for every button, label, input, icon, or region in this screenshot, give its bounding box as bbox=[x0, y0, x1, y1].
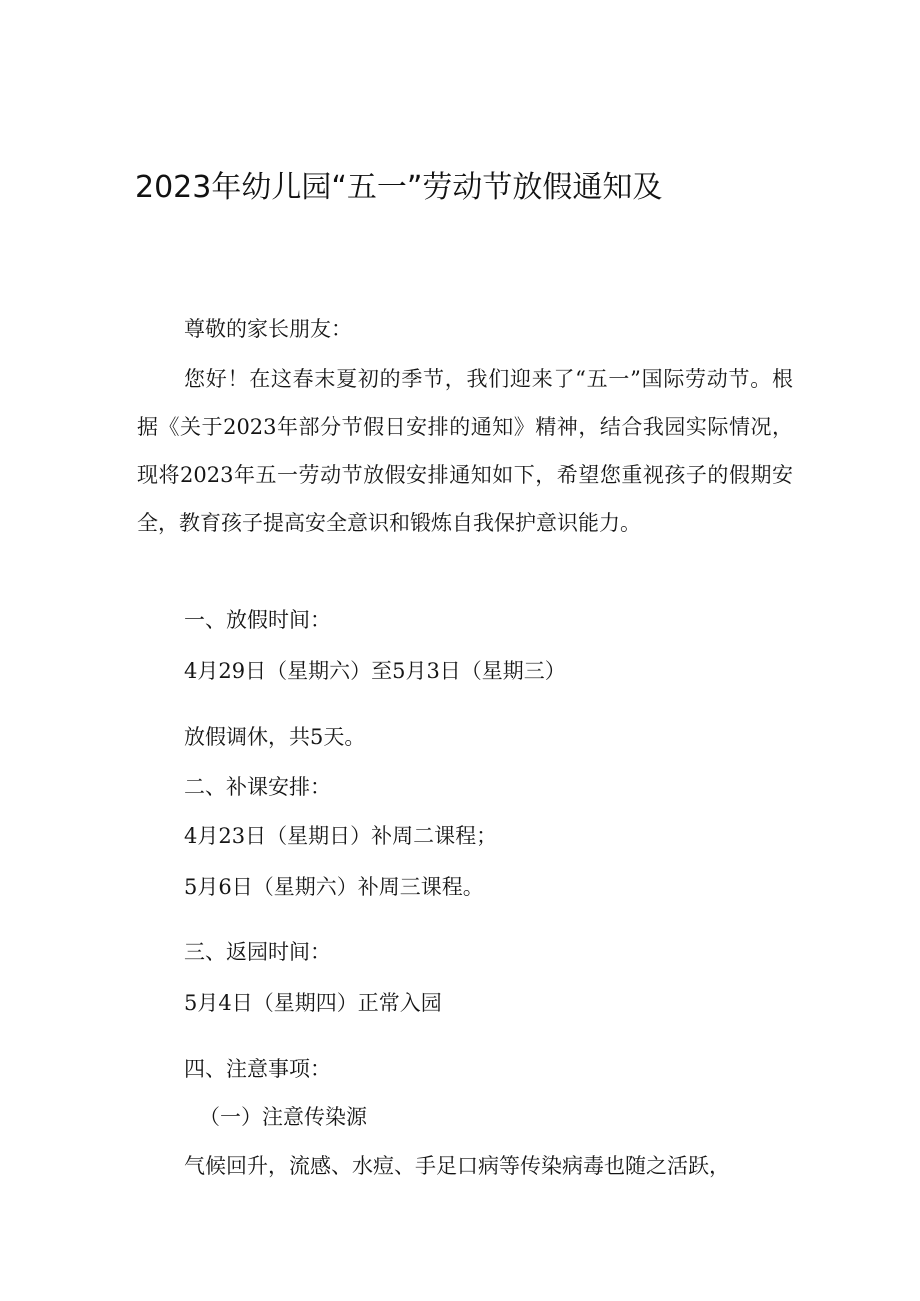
makeup-line-2: 5月6日（星期六）补周三课程。 bbox=[184, 875, 484, 899]
return-date: 5月4日（星期四）正常入园 bbox=[184, 991, 442, 1015]
holiday-dates: 4月29日（星期六）至5月3日（星期三） bbox=[184, 659, 566, 683]
notes-heading: 四、注意事项： bbox=[184, 1057, 331, 1081]
notes-subheading-1: （一）注意传染源 bbox=[199, 1105, 367, 1129]
document-title: 2023年幼儿园“五一”劳动节放假通知及 bbox=[135, 170, 663, 205]
makeup-line-1: 4月23日（星期日）补周二课程； bbox=[184, 824, 498, 848]
intro-paragraph: 您好！在这春末夏初的季节，我们迎来了“五一”国际劳动节。根据《关于2023年部分节假日安排的通知》精神，结合我园实际情况，现将2023年五一劳动节放假安排通知如下，希望您重视孩子的假期安全，教育孩子提高安全意识和锻炼自我保护意识能力。 bbox=[137, 367, 793, 535]
makeup-heading: 二、补课安排： bbox=[184, 775, 331, 799]
return-heading: 三、返园时间： bbox=[184, 940, 331, 964]
notes-text-1: 气候回升，流感、水痘、手足口病等传染病毒也随之活跃， bbox=[184, 1154, 730, 1178]
holiday-heading: 一、放假时间： bbox=[184, 608, 331, 632]
salutation: 尊敬的家长朋友： bbox=[184, 317, 352, 341]
holiday-duration: 放假调休，共5天。 bbox=[184, 725, 366, 749]
